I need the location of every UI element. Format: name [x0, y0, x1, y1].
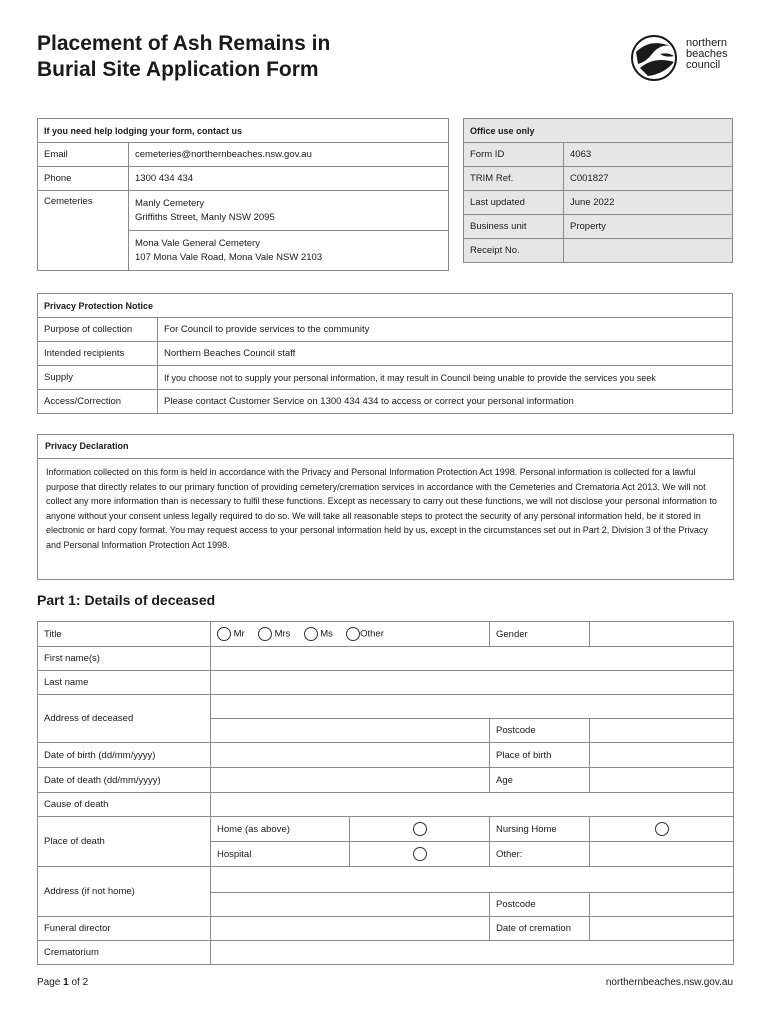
- cemetery-2-address: 107 Mona Vale Road, Mona Vale NSW 2103: [135, 251, 323, 263]
- privacy-notice-table: [37, 293, 733, 414]
- office-use-table: [463, 118, 733, 263]
- cemetery-2-name: Mona Vale General Cemetery: [135, 237, 260, 249]
- contact-heading: If you need help lodging your form, contact us: [38, 119, 449, 143]
- last-name-label: Last name: [38, 671, 211, 695]
- office-label: TRIM Ref.: [464, 167, 564, 191]
- cremation-date-field[interactable]: [590, 917, 734, 941]
- office-heading: Office use only: [464, 119, 733, 143]
- title-line-2: Burial Site Application Form: [37, 58, 319, 81]
- address-not-home-label: Address (if not home): [38, 867, 211, 917]
- cemeteries-label: Cemeteries: [38, 191, 129, 271]
- address-field[interactable]: [211, 695, 734, 719]
- age-label: Age: [490, 768, 590, 793]
- cause-field[interactable]: [211, 793, 734, 817]
- part1-heading: Part 1: Details of deceased: [37, 592, 216, 608]
- postcode-field[interactable]: [590, 719, 734, 743]
- deceased-details-table: [37, 621, 734, 965]
- privacy-declaration: [37, 434, 734, 580]
- place-of-birth-label: Place of birth: [490, 743, 590, 768]
- page-prefix: Page: [37, 977, 64, 988]
- privacy-label: Intended recipients: [38, 342, 158, 366]
- funeral-director-label: Funeral director: [38, 917, 211, 941]
- other-place-field[interactable]: [590, 842, 734, 867]
- postcode-label: Postcode: [490, 719, 590, 743]
- gender-field[interactable]: [590, 622, 734, 647]
- office-value: June 2022: [564, 191, 733, 215]
- hospital-option: [350, 842, 490, 867]
- cause-label: Cause of death: [38, 793, 211, 817]
- council-logo: [630, 34, 740, 84]
- funeral-director-field[interactable]: [211, 917, 490, 941]
- privacy-label: Access/Correction: [38, 390, 158, 414]
- footer-url[interactable]: northernbeaches.nsw.gov.au: [605, 977, 733, 988]
- last-name-field[interactable]: [211, 671, 734, 695]
- page-current: 1: [63, 977, 69, 988]
- privacy-value: Northern Beaches Council staff: [158, 342, 733, 366]
- page-suffix: of 2: [68, 977, 89, 988]
- postcode-field-2[interactable]: [590, 893, 734, 917]
- office-value: Property: [564, 215, 733, 239]
- address-field-line2[interactable]: [211, 719, 490, 743]
- privacy-heading: Privacy Protection Notice: [38, 294, 733, 318]
- office-label: Form ID: [464, 143, 564, 167]
- place-of-birth-field[interactable]: [590, 743, 734, 768]
- dod-label: Date of death (dd/mm/yyyy): [38, 768, 211, 793]
- mrs-radio[interactable]: [258, 627, 272, 641]
- dob-label: Date of birth (dd/mm/yyyy): [38, 743, 211, 768]
- declaration-body: Information collected on this form is held in accordance with the Privacy and Personal Information Protection Act 1998. Personal information is collected for a lawful purpose that directly relates to our primary function of providing cemetery/cremation services in accordance with the Cemeteries and Crematoria Act 2013. We will not collect any more information than is necessary to fulfil these functions. Except as necessary to carry out these functions, we will not disclose your personal information to anyone without your consent unless legally required to do so. We will take all reasonable steps to protect the security of any personal information held, be it stored in electronic or hard copy format. You may request access to your personal information held by us, except in the circumstances set out in Part 2, Division 3 of the Privacy and Personal Information Protection Act 1998.: [46, 467, 717, 550]
- privacy-label: Supply: [38, 366, 158, 390]
- office-label: Last updated: [464, 191, 564, 215]
- gender-label: Gender: [490, 622, 590, 647]
- cremation-date-label: Date of cremation: [490, 917, 590, 941]
- logo-line-3: council: [686, 59, 721, 71]
- phone-value: 1300 434 434: [129, 167, 449, 191]
- home-radio[interactable]: [413, 822, 427, 836]
- mrs-label: Mrs: [274, 628, 291, 640]
- age-field[interactable]: [590, 768, 734, 793]
- nursing-home-label: Nursing Home: [490, 817, 590, 842]
- declaration-heading: Privacy Declaration: [38, 435, 733, 459]
- title-options: [211, 622, 490, 647]
- page-title: [37, 31, 397, 83]
- page-number: [37, 977, 88, 988]
- office-label: Receipt No.: [464, 239, 564, 263]
- title-label: Title: [38, 622, 211, 647]
- mr-label: Mr: [233, 628, 245, 640]
- email-label: Email: [38, 143, 129, 167]
- place-of-death-label: Place of death: [38, 817, 211, 867]
- cemetery-1-address: Griffiths Street, Manly NSW 2095: [135, 211, 275, 223]
- privacy-value: For Council to provide services to the community: [158, 318, 733, 342]
- privacy-value: If you choose not to supply your personal information, it may result in Council being unable to provide the services you seek: [158, 366, 733, 390]
- privacy-label: Purpose of collection: [38, 318, 158, 342]
- ms-label: Ms: [320, 628, 333, 640]
- cemetery-2: [129, 231, 449, 271]
- nursing-home-radio[interactable]: [655, 822, 669, 836]
- office-label: Business unit: [464, 215, 564, 239]
- nursing-home-option: [590, 817, 734, 842]
- address-not-home-line2[interactable]: [211, 893, 490, 917]
- logo-line-2: beaches: [686, 48, 728, 60]
- first-name-field[interactable]: [211, 647, 734, 671]
- other-place-label: Other:: [490, 842, 590, 867]
- crematorium-field[interactable]: [211, 941, 734, 965]
- other-title-radio[interactable]: [346, 627, 360, 641]
- phone-label: Phone: [38, 167, 129, 191]
- cemetery-1-name: Manly Cemetery: [135, 197, 205, 209]
- home-option: [350, 817, 490, 842]
- office-value: C001827: [564, 167, 733, 191]
- logo-text: [686, 38, 728, 71]
- postcode-label-2: Postcode: [490, 893, 590, 917]
- address-not-home-field[interactable]: [211, 867, 734, 893]
- ms-radio[interactable]: [304, 627, 318, 641]
- home-label: Home (as above): [211, 817, 350, 842]
- cemetery-1: [129, 191, 449, 231]
- hospital-label: Hospital: [211, 842, 350, 867]
- dob-field[interactable]: [211, 743, 490, 768]
- hospital-radio[interactable]: [413, 847, 427, 861]
- dod-field[interactable]: [211, 768, 490, 793]
- title-line-1: Placement of Ash Remains in: [37, 32, 331, 55]
- mr-radio[interactable]: [217, 627, 231, 641]
- logo-emblem-icon: [630, 34, 682, 82]
- office-value: 4063: [564, 143, 733, 167]
- privacy-value: Please contact Customer Service on 1300 434 434 to access or correct your personal information: [158, 390, 733, 414]
- logo-line-1: northern: [686, 37, 727, 49]
- address-label: Address of deceased: [38, 695, 211, 743]
- email-value: cemeteries@northernbeaches.nsw.gov.au: [129, 143, 449, 167]
- receipt-field[interactable]: [564, 239, 733, 263]
- other-title-label: Other: [360, 628, 384, 640]
- crematorium-label: Crematorium: [38, 941, 211, 965]
- first-name-label: First name(s): [38, 647, 211, 671]
- contact-table: [37, 118, 449, 271]
